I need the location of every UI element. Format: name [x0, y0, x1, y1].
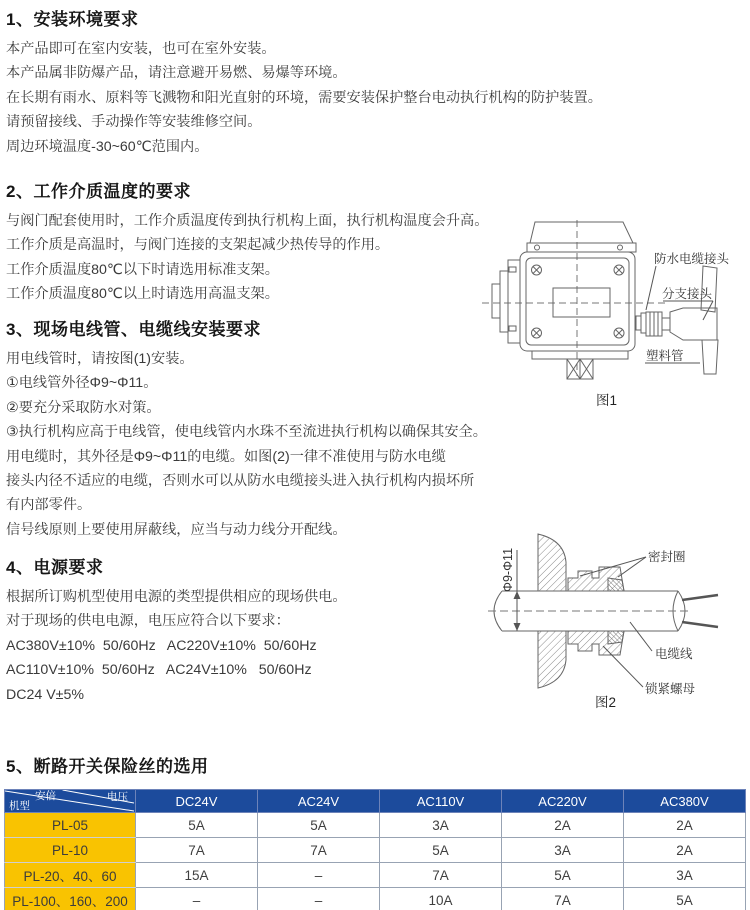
- figure2-gland-section-diagram: [460, 500, 750, 722]
- section-body: [6, 585, 476, 707]
- section-fuse-selection: [6, 752, 746, 784]
- table-header-row: [5, 790, 746, 813]
- body-line: 工作介质温度80℃以下时请选用标准支架。: [6, 261, 279, 278]
- plastic-pipe-drawing: [702, 340, 718, 374]
- body-line: 工作介质是高温时，与阀门连接的支架起减少热传导的作用。: [6, 237, 390, 254]
- body-line: 工作介质温度80℃以上时请选用高温支架。: [6, 286, 279, 303]
- screw-icon: [614, 265, 624, 275]
- fuse-value-cell: 5A: [624, 888, 746, 910]
- fuse-value-cell: –: [258, 863, 380, 888]
- fuse-value-cell: 2A: [624, 838, 746, 863]
- figure1-actuator-diagram: [470, 220, 750, 412]
- fuse-selection-table: [4, 789, 746, 910]
- fuse-value-cell: 3A: [502, 838, 624, 863]
- section-power-requirements: [6, 553, 476, 707]
- fuse-value-cell: 15A: [136, 863, 258, 888]
- fuse-value-cell: 7A: [380, 863, 502, 888]
- column-header: DC24V: [136, 790, 258, 813]
- body-line: 有内部零件。: [6, 497, 92, 514]
- body-line: 对于现场的供电电源，电压应符合以下要求：: [6, 613, 290, 630]
- body-line: DC24 V±5%: [6, 686, 84, 703]
- figure1-caption: 图1: [596, 393, 618, 408]
- body-line: AC110V±10% 50/60Hz AC24V±10% 50/60Hz: [6, 662, 312, 679]
- table-row: [5, 813, 746, 838]
- screw-icon: [532, 265, 542, 275]
- section-title: 2、工作介质温度的要求: [6, 182, 191, 201]
- model-cell: PL-20、40、60: [5, 863, 136, 888]
- fuse-value-cell: –: [136, 888, 258, 910]
- column-header: AC220V: [502, 790, 624, 813]
- fuse-value-cell: 3A: [624, 863, 746, 888]
- figure2-label-cable: 电缆线: [655, 647, 693, 661]
- corner-label-amp: 安倍: [35, 790, 56, 802]
- body-line: ③执行机构应高于电线管，使电线管内水珠不至流进执行机构以确保其安全。: [6, 424, 487, 441]
- figure2-caption: 图2: [595, 695, 617, 710]
- wall-section-drawing: [538, 534, 566, 591]
- table-row: [5, 888, 746, 910]
- section-install-environment: [6, 5, 746, 159]
- fuse-value-cell: 5A: [502, 863, 624, 888]
- corner-label-voltage: 电压: [107, 791, 128, 803]
- fuse-value-cell: 5A: [258, 813, 380, 838]
- section-body: [6, 37, 746, 159]
- fuse-value-cell: 7A: [502, 888, 624, 910]
- fuse-value-cell: 5A: [136, 813, 258, 838]
- body-line: 本产品即可在室内安装，也可在室外安装。: [6, 41, 276, 57]
- section-title: 5、断路开关保险丝的选用: [6, 757, 209, 776]
- fuse-value-cell: 5A: [380, 838, 502, 863]
- column-header: AC24V: [258, 790, 380, 813]
- body-line: 周边环境温度-30~60℃范围内。: [6, 138, 209, 155]
- column-header: AC110V: [380, 790, 502, 813]
- screw-icon: [614, 328, 624, 338]
- section-title: 4、电源要求: [6, 558, 104, 577]
- model-cell: PL-10: [5, 838, 136, 863]
- body-line: 在长期有雨水、原料等飞溅物和阳光直射的环境，需要安装保护整台电动执行机构的防护装置。: [6, 89, 602, 106]
- body-line: 接头内径不适应的电缆，否则水可以从防水电缆接头进入执行机构内损坏所: [6, 473, 475, 490]
- fuse-value-cell: 10A: [380, 888, 502, 910]
- branch-fitting-drawing: [670, 266, 717, 340]
- fuse-value-cell: 2A: [502, 813, 624, 838]
- screw-icon: [532, 328, 542, 338]
- column-header: AC380V: [624, 790, 746, 813]
- body-line: AC380V±10% 50/60Hz AC220V±10% 50/60Hz: [6, 637, 317, 654]
- figure1-label-waterproof-gland: 防水电缆接头: [654, 252, 730, 266]
- fuse-value-cell: 7A: [136, 838, 258, 863]
- figure1-label-branch-fitting: 分支接头: [662, 287, 713, 301]
- body-line: 用电缆时，其外径是Φ9~Φ11的电缆。如图(2)一律不准使用与防水电缆: [6, 448, 446, 465]
- body-line: 与阀门配套使用时，工作介质温度传到执行机构上面，执行机构温度会升高。: [6, 213, 489, 229]
- body-line: 本产品属非防爆产品，请注意避开易燃、易爆等环境。: [6, 65, 347, 82]
- model-cell: PL-05: [5, 813, 136, 838]
- body-line: 根据所订购机型使用电源的类型提供相应的现场供电。: [6, 589, 347, 605]
- table-corner-cell: [5, 790, 136, 813]
- section-title: 3、现场电线管、电缆线安装要求: [6, 320, 261, 339]
- corner-label-model: 机型: [9, 800, 30, 812]
- figure2-label-dimension: Φ9-Φ11: [501, 547, 515, 592]
- fuse-value-cell: 2A: [624, 813, 746, 838]
- model-cell: PL-100、160、200: [5, 888, 136, 910]
- figure1-label-plastic-pipe: 塑料管: [646, 349, 684, 363]
- figure1-drawing: [470, 220, 750, 412]
- body-line: 请预留接线、手动操作等安装维修空间。: [6, 114, 262, 131]
- figure2-label-lock-nut: 锁紧螺母: [645, 682, 696, 696]
- body-line: ②要充分采取防水对策。: [6, 399, 161, 416]
- body-line: 用电线管时，请按图(1)安装。: [6, 351, 194, 367]
- body-line: ①电线管外径Φ9~Φ11。: [6, 375, 158, 392]
- section-title: 1、安装环境要求: [6, 10, 139, 29]
- table-row: [5, 863, 746, 888]
- fuse-value-cell: 7A: [258, 838, 380, 863]
- table-row: [5, 838, 746, 863]
- body-line: 信号线原则上要使用屏蔽线，应当与动力线分开配线。: [6, 521, 347, 538]
- seal-ring-drawing: [608, 578, 624, 591]
- fuse-value-cell: –: [258, 888, 380, 910]
- fuse-value-cell: 3A: [380, 813, 502, 838]
- cable-gland-drawing: [636, 312, 670, 336]
- figure2-drawing: [460, 500, 750, 722]
- figure2-label-seal-ring: 密封圈: [648, 550, 686, 564]
